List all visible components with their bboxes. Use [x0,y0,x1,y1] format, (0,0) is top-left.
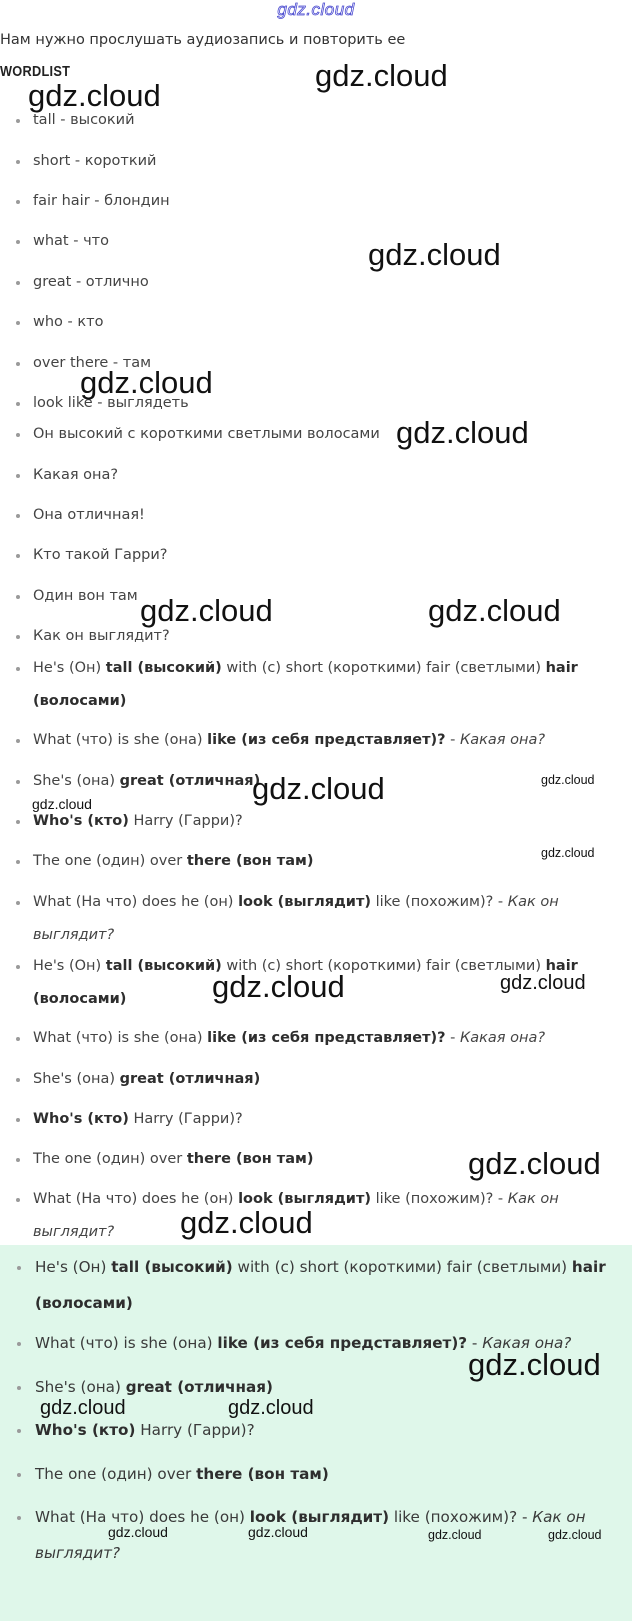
bullet-icon [17,1266,21,1270]
watermark: gdz.cloud [248,1524,308,1540]
bullet-icon [17,1342,21,1346]
watermark: gdz.cloud [428,593,561,628]
watermark: gdz.cloud [428,1528,482,1542]
watermark: gdz.cloud [252,771,385,806]
watermark: gdz.cloud [40,1397,126,1419]
watermark: gdz.cloud [32,796,92,812]
bullet-icon [16,595,20,599]
watermark: gdz.cloud [396,415,529,450]
bullet-icon [16,901,20,905]
bullet-icon [17,1429,21,1433]
intro-text: Нам нужно прослушать аудиозапись и повторить ее [0,32,406,48]
watermark: gdz.cloud [541,846,595,860]
bullet-icon [16,1078,20,1082]
bullet-icon [16,402,20,406]
bullet-icon [16,200,20,204]
bullet-icon [17,1473,21,1477]
watermark: gdz.cloud [228,1397,314,1419]
bullet-icon [16,321,20,325]
bullet-icon [16,281,20,285]
bullet-icon [16,160,20,164]
bullet-icon [16,739,20,743]
bullet-icon [16,433,20,437]
watermark: gdz.cloud [500,972,586,994]
bullet-icon [16,820,20,824]
watermark: gdz.cloud [315,58,448,93]
highlighted-section: He's (Он) tall (высокий) with (с) short (короткими) fair (светлыми) hair (волосами) What (что) is she (она) like (из себя представляет)? - Какая она? She's (она) great (отличная) Who's (кто) Harry (Гарри)? The one (один) over there (вон там) What (На что) does he (он) look (выглядит) like (похожим)? - Как он выглядит? [0,1245,632,1621]
bullet-icon [17,1516,21,1520]
bullet-icon [16,860,20,864]
bullet-icon [16,1037,20,1041]
watermark: gdz.cloud [468,1146,601,1181]
bullet-icon [16,1198,20,1202]
bullet-icon [16,514,20,518]
bullet-icon [16,474,20,478]
watermark: gdz.cloud [180,1205,313,1240]
watermark: gdz.cloud [368,237,501,272]
watermark: gdz.cloud [212,969,345,1004]
bullet-icon [17,1386,21,1390]
watermark: gdz.cloud [468,1347,601,1382]
bullet-icon [16,667,20,671]
watermark: gdz.cloud [28,78,161,113]
watermark: gdz.cloud [80,365,213,400]
bullet-icon [16,240,20,244]
watermark: gdz.cloud [140,593,273,628]
bullet-icon [16,965,20,969]
wordlist-title: WORDLIST [0,64,71,80]
watermark: gdz.cloud [541,773,595,787]
bullet-icon [16,1158,20,1162]
bullet-icon [16,362,20,366]
bullet-icon [16,635,20,639]
bullet-icon [16,554,20,558]
bullet-icon [16,1118,20,1122]
bullet-icon [16,119,20,123]
bullet-icon [16,780,20,784]
header-logo: gdz.cloud [277,0,355,19]
watermark: gdz.cloud [548,1528,602,1542]
watermark: gdz.cloud [108,1524,168,1540]
